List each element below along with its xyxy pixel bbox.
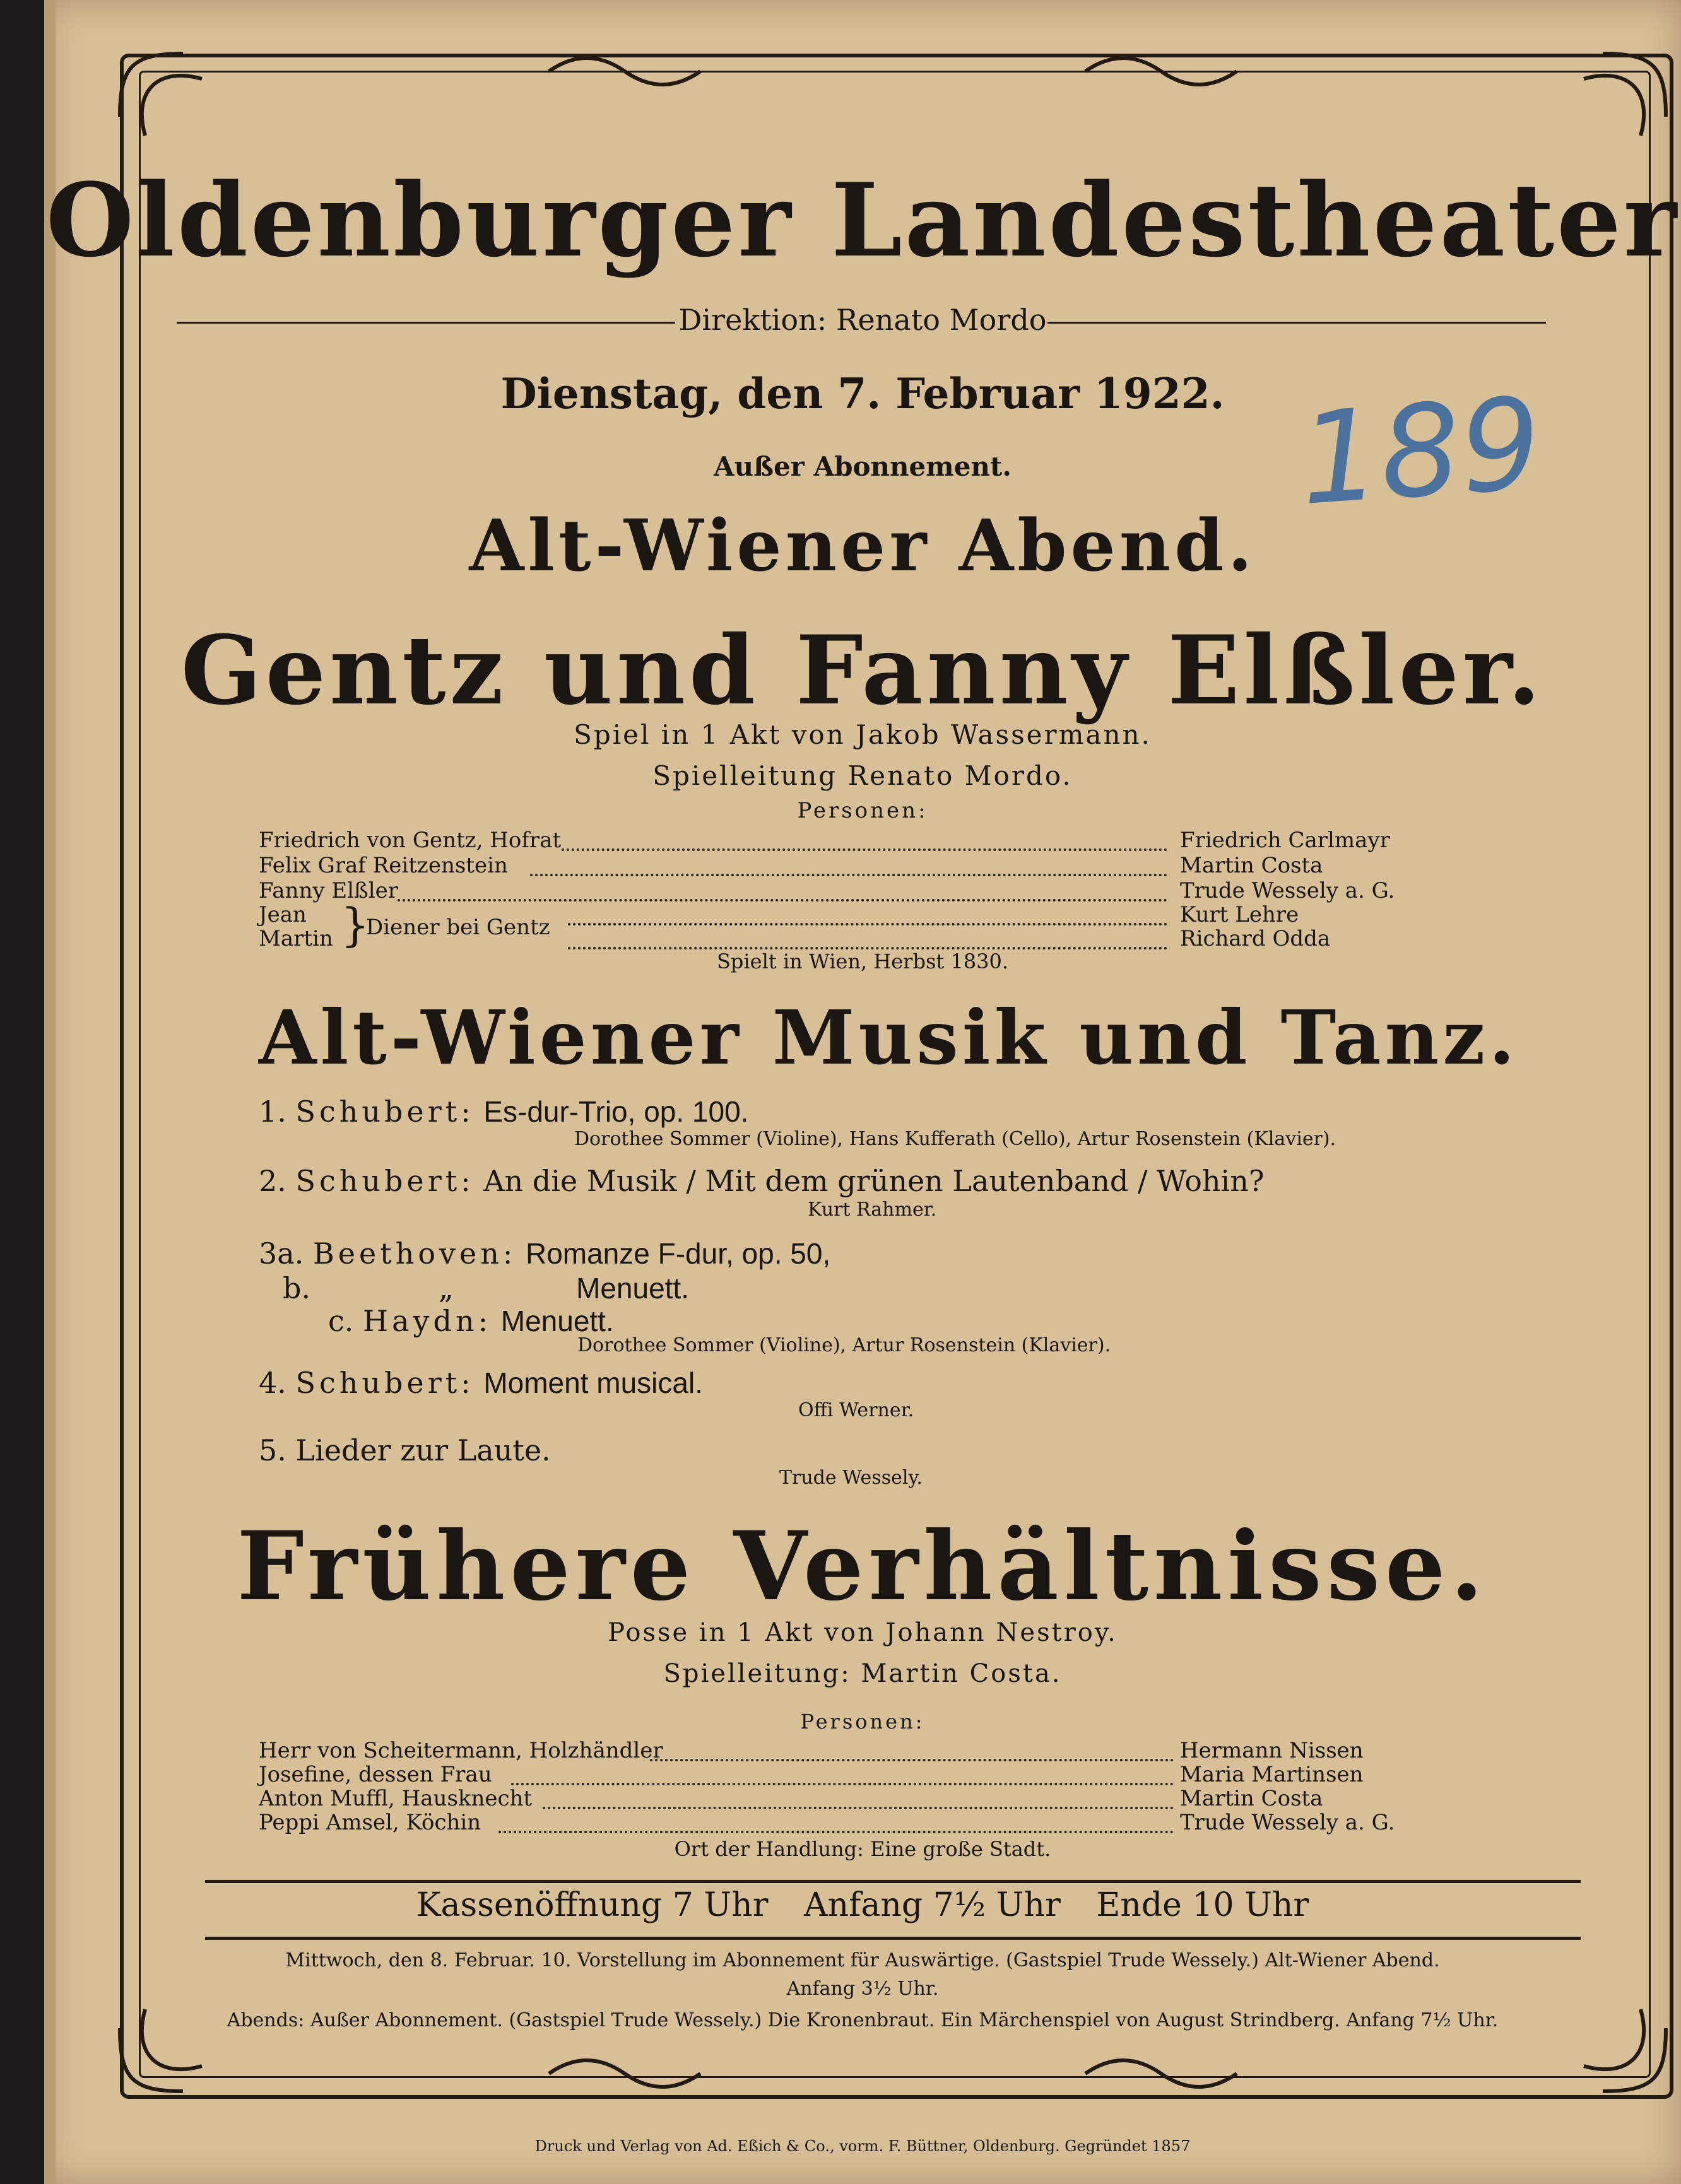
cast-actor: Kurt Lehre [1180,902,1299,927]
program-item [259,1164,1265,1198]
play1-direction: Spielleitung Renato Mordo. [652,760,1073,791]
handwritten-number: 189 [1295,370,1546,534]
cast-role: Anton Muffl, Hausknecht [259,1786,533,1811]
leader-dots [498,1831,1174,1833]
leader-dots [650,1759,1174,1761]
item-composer: Beethoven: [312,1236,517,1271]
cast-role: Jean [259,902,307,927]
end-time: Ende 10 Uhr [1096,1886,1309,1924]
item-work: Menuett. [576,1272,689,1305]
play2-direction: Spielleitung: Martin Costa. [663,1659,1062,1688]
item-performers: Kurt Rahmer. [808,1199,937,1221]
cast-role: Felix Graf Reitzenstein [259,853,508,878]
item-composer: Schubert: [295,1095,475,1129]
item-number: 5. [259,1433,286,1467]
item-performers: Dorothee Sommer (Violine), Hans Kufferath (Cello), Artur Rosenstein (Klavier). [574,1128,1336,1150]
item-number: c. [328,1304,354,1338]
play1-title: Gentz und Fanny Elßler. [180,615,1545,726]
item-number: 4. [259,1366,286,1400]
cast-role: Fanny Elßler [259,878,399,903]
leader-dots [530,874,1167,876]
times-line [44,1886,1681,1924]
evening-title: Alt-Wiener Abend. [469,505,1256,587]
play2-setting: Ort der Handlung: Eine große Stadt. [674,1837,1051,1861]
item-performers: Dorothee Sommer (Violine), Artur Rosenstein (Klavier). [577,1334,1111,1356]
play1-setting: Spielt in Wien, Herbst 1830. [717,949,1008,973]
item-work: An die Musik / Mit dem grünen Lautenband / Wohin? [483,1164,1265,1198]
next-performance-start: Anfang 3½ Uhr. [786,1978,939,2000]
cast-actor: Hermann Nissen [1180,1738,1364,1763]
cast-actor: Maria Martinsen [1180,1762,1364,1787]
cast-role: Peppi Amsel, Köchin [259,1810,481,1835]
next-performance-line: Mittwoch, den 8. Februar. 10. Vorstellung im Abonnement für Auswärtige. (Gastspiel Trude Wessely.) Alt-Wiener Abend. [285,1949,1440,1971]
cast-actor: Trude Wessely a. G. [1180,878,1395,903]
playbill-page [44,0,1681,2184]
program-item [259,1366,703,1400]
item-performers: Trude Wessely. [779,1467,923,1489]
leader-dots [543,1807,1174,1809]
cast-role: Josefine, dessen Frau [259,1762,492,1787]
program-item [259,1095,748,1129]
item-work: Romanze F-dur, op. 50, [525,1237,831,1270]
item-number: b. [283,1271,311,1305]
item-number: 3a. [259,1236,304,1271]
leader-dots [568,923,1167,925]
item-work: Es-dur-Trio, op. 100. [483,1095,749,1128]
evening-performance-line: Abends: Außer Abonnement. (Gastspiel Trude Wessely.) Die Kronenbraut. Ein Märchenspiel von August Strindberg. Anfang 7½ Uhr. [227,2009,1499,2031]
item-work: Moment musical. [483,1366,703,1399]
program-item [328,1304,614,1338]
leader-dots [562,848,1167,851]
play2-subtitle: Posse in 1 Akt von Johann Nestroy. [608,1618,1118,1647]
ditto-mark: „ [439,1271,454,1305]
leader-dots [511,1783,1174,1785]
performance-date: Dienstag, den 7. Februar 1922. [500,369,1225,418]
direction-line: Direktion: Renato Mordo [678,303,1047,337]
book-binding [0,0,44,2184]
printer-imprint: Druck und Verlag von Ad. Eßich & Co., vorm. F. Büttner, Oldenburg. Gegründet 1857 [534,2137,1191,2155]
item-performers: Offi Werner. [798,1399,914,1421]
subscription-note: Außer Abonnement. [714,451,1012,482]
item-composer: Schubert: [295,1164,475,1198]
item-composer: Haydn: [363,1304,492,1338]
music-title: Alt-Wiener Musik und Tanz. [259,994,1519,1081]
item-work: Menuett. [500,1305,614,1337]
cast-role: Martin [259,926,333,951]
times-rule-top [205,1880,1581,1883]
times-rule-bottom [205,1937,1581,1940]
cast-role: Friedrich von Gentz, Hofrat [259,828,562,853]
cast-actor: Martin Costa [1180,853,1323,878]
program-item [259,1433,551,1467]
brace-glyph: } [341,898,370,951]
play1-persons-heading: Personen: [797,798,928,823]
cast-actor: Martin Costa [1180,1786,1323,1811]
play1-subtitle: Spiel in 1 Akt von Jakob Wassermann. [574,719,1152,750]
program-item [259,1236,830,1271]
item-number: 2. [259,1164,286,1198]
servant-group-label: Diener bei Gentz [366,915,550,940]
play2-title: Frühere Verhältnisse. [237,1511,1489,1622]
item-number: 1. [259,1095,286,1129]
cast-role: Herr von Scheitermann, Holzhändler [259,1738,663,1763]
play2-persons-heading: Personen: [800,1710,925,1734]
item-work: Lieder zur Laute. [295,1433,551,1467]
box-office-time: Kassenöffnung 7 Uhr [416,1886,769,1924]
leader-dots [398,899,1167,901]
cast-actor: Friedrich Carlmayr [1180,828,1390,853]
theater-title: Oldenburger Landestheater [45,161,1680,279]
start-time: Anfang 7½ Uhr [804,1886,1061,1924]
cast-actor: Trude Wessely a. G. [1180,1810,1395,1835]
item-composer: Schubert: [295,1366,475,1400]
cast-actor: Richard Odda [1180,926,1331,951]
